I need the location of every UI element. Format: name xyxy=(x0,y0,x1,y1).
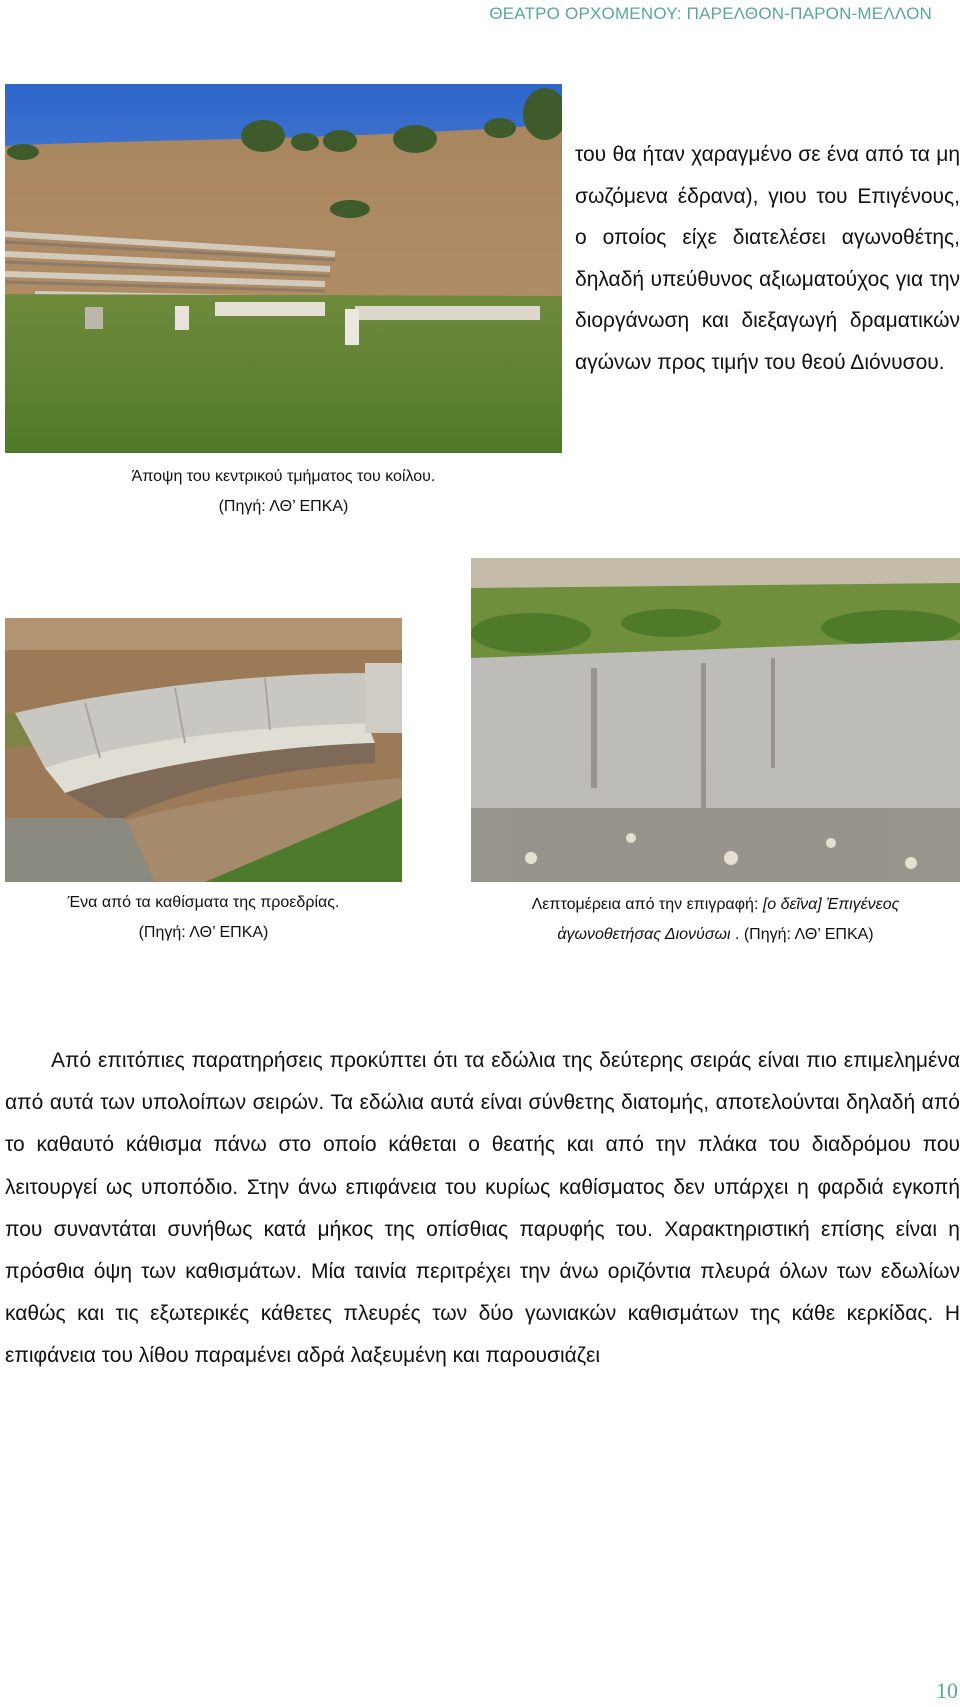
body-text xyxy=(5,1040,960,1378)
inscription-text-1: [ο δεῖνα] Ἐπιγένεος xyxy=(762,896,900,913)
photo-proedria-seat xyxy=(5,618,402,882)
photo-theatre-cavea xyxy=(5,84,562,453)
photo-inscription-detail xyxy=(471,558,960,882)
running-header: ΘΕΑΤΡΟ ΟΡΧΟΜΕΝΟΥ: ΠΑΡΕΛΘΟΝ-ΠΑΡΟΝ-ΜΕΛΛΟΝ xyxy=(489,4,932,23)
page-number: 10 xyxy=(936,1678,958,1703)
caption-line: Ένα από τα καθίσματα της προεδρίας. xyxy=(67,894,340,911)
caption-source: . (Πηγή: ΛΘ’ ΕΠΚΑ) xyxy=(730,926,874,943)
caption-photo-1 xyxy=(5,462,562,522)
caption-photo-3 xyxy=(471,890,960,950)
caption-line: Άποψη του κεντρικού τμήματος του κοίλου. xyxy=(131,468,436,485)
inscription-text-2: ἀγωνοθετήσας Διονύσωι xyxy=(557,926,731,943)
side-paragraph: του θα ήταν χαραγμένο σε ένα από τα μη σωζόμενα έδρανα), γιου του Επιγένους, ο οποίος είχε διατελέσει αγωνοθέτης, δηλαδή υπεύθυνος αξιωματούχος για την διοργάνωση και διεξαγωγή δραματικών αγώνων προς τιμήν του θεού Διόνυσου. xyxy=(575,143,960,374)
caption-photo-2 xyxy=(5,888,402,948)
caption-source: (Πηγή: ΛΘ’ ΕΠΚΑ) xyxy=(138,924,269,941)
caption-prefix: Λεπτομέρεια από την επιγραφή: xyxy=(531,896,763,913)
caption-source: (Πηγή: ΛΘ’ ΕΠΚΑ) xyxy=(218,498,349,515)
body-paragraph: Από επιτόπιες παρατηρήσεις προκύπτει ότι τα εδώλια της δεύτερης σειράς είναι πιο επιμελημένα από αυτά των υπολοίπων σειρών. Τα εδώλια αυτά είναι σύνθετης διατομής, αποτελούνται δηλαδή από το καθαυτό κάθισμα πάνω στο οποίο κάθεται ο θεατής και από την πλάκα του διαδρόμου που λειτουργεί ως υποπόδιο. Στην άνω επιφάνεια του κυρίως καθίσματος δεν υπάρχει η φαρδιά εγκοπή που συναντάται συνήθως κατά μήκος της οπίσθιας παρυφής του. Χαρακτηριστική επίσης είναι η πρόσθια όψη των καθισμάτων. Μία ταινία περιτρέχει την άνω οριζόντια πλευρά όλων των εδωλίων καθώς και τις εξωτερικές κάθετες πλευρές των δύο γωνιακών καθισμάτων της κάθε κερκίδας. Η επιφάνεια του λίθου παραμένει αδρά λαξευμένη και παρουσιάζει xyxy=(5,1049,960,1368)
